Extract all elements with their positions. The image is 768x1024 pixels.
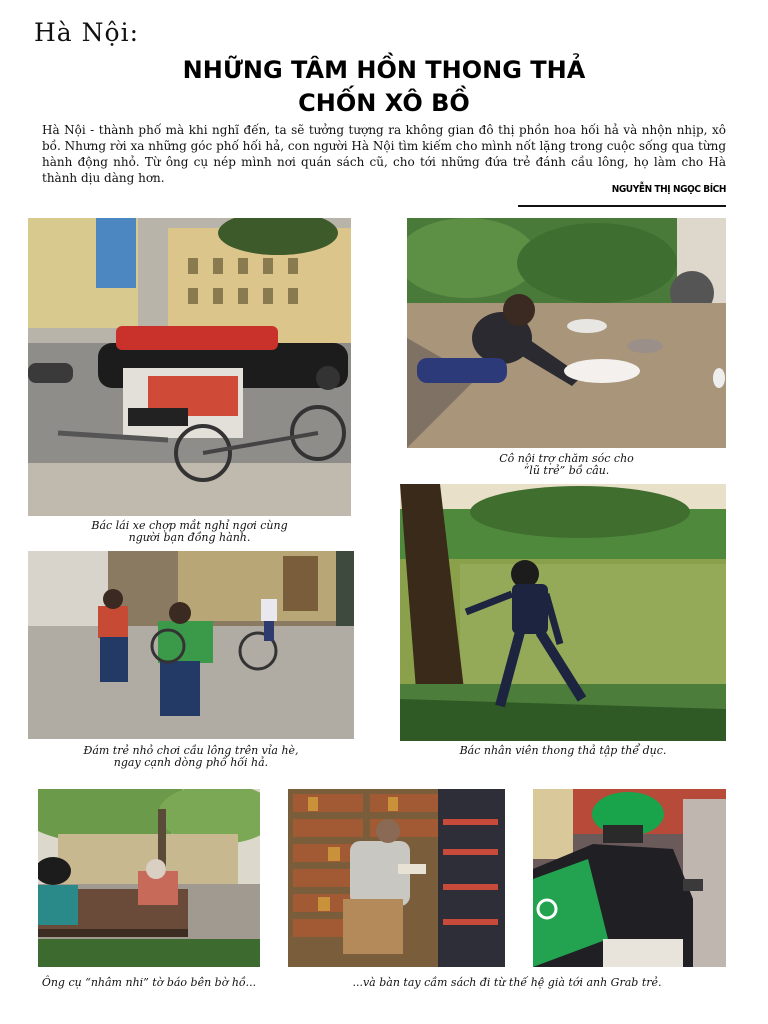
photo-newspaper-reader	[38, 789, 260, 967]
caption-cyclo-line-1: Bác lái xe chợp mắt nghỉ ngơi cùng	[91, 519, 288, 532]
byline-rule	[518, 205, 726, 207]
headline-line-1: NHỮNG TÂM HỒN THONG THẢ	[182, 56, 586, 84]
photo-cyclo-driver	[28, 218, 351, 516]
photo-lake-exercise	[400, 484, 726, 741]
caption-newspaper-line: Ông cụ “nhâm nhi” tờ báo bên bờ hồ...	[41, 976, 257, 989]
caption-books-line: ...và bàn tay cầm sách đi từ thế hệ già tới anh Grab trẻ.	[352, 976, 662, 989]
caption-pigeons	[407, 453, 726, 477]
photo-bookshop-reader	[288, 789, 505, 967]
caption-books	[288, 977, 726, 989]
article-lead: Hà Nội - thành phố mà khi nghĩ đến, ta sẽ tưởng tượng ra không gian đô thị phồn hoa hối hả và nhộn nhịp, xô bồ. Nhưng rời xa những góc phố hối hả, con người Hà Nội tìm kiếm cho mình nốt lặng trong cuộc sống qua từng hành động nhỏ. Từ ông cụ nép mình nơi quán sách cũ, cho tới những đứa trẻ đánh cầu lông, họ làm cho Hà thành dịu dàng hơn.	[42, 123, 726, 185]
caption-exercise	[400, 745, 726, 757]
caption-cyclo	[28, 520, 351, 544]
photo-grab-rider	[533, 789, 726, 967]
photo-pigeon-feeding	[407, 218, 726, 448]
author-byline: NGUYỄN THỊ NGỌC BÍCH	[611, 184, 726, 195]
article-kicker: Hà Nội:	[34, 18, 139, 47]
headline-line-2: CHỐN XÔ BỒ	[298, 89, 470, 117]
caption-pigeons-line-1: Cô nội trợ chăm sóc cho	[499, 452, 634, 465]
caption-newspaper	[18, 977, 280, 989]
caption-pigeons-line-2: “lũ trẻ” bồ câu.	[523, 464, 610, 477]
caption-cyclo-line-2: người bạn đồng hành.	[128, 531, 251, 544]
caption-kids-line-2: ngay cạnh dòng phố hối hả.	[113, 756, 269, 769]
caption-kids	[28, 745, 354, 769]
article-headline	[84, 54, 684, 120]
photo-kids-sidewalk	[28, 551, 354, 739]
caption-exercise-line: Bác nhân viên thong thả tập thể dục.	[459, 744, 667, 757]
caption-kids-line-1: Đám trẻ nhỏ chơi cầu lông trên vỉa hè,	[83, 744, 299, 757]
